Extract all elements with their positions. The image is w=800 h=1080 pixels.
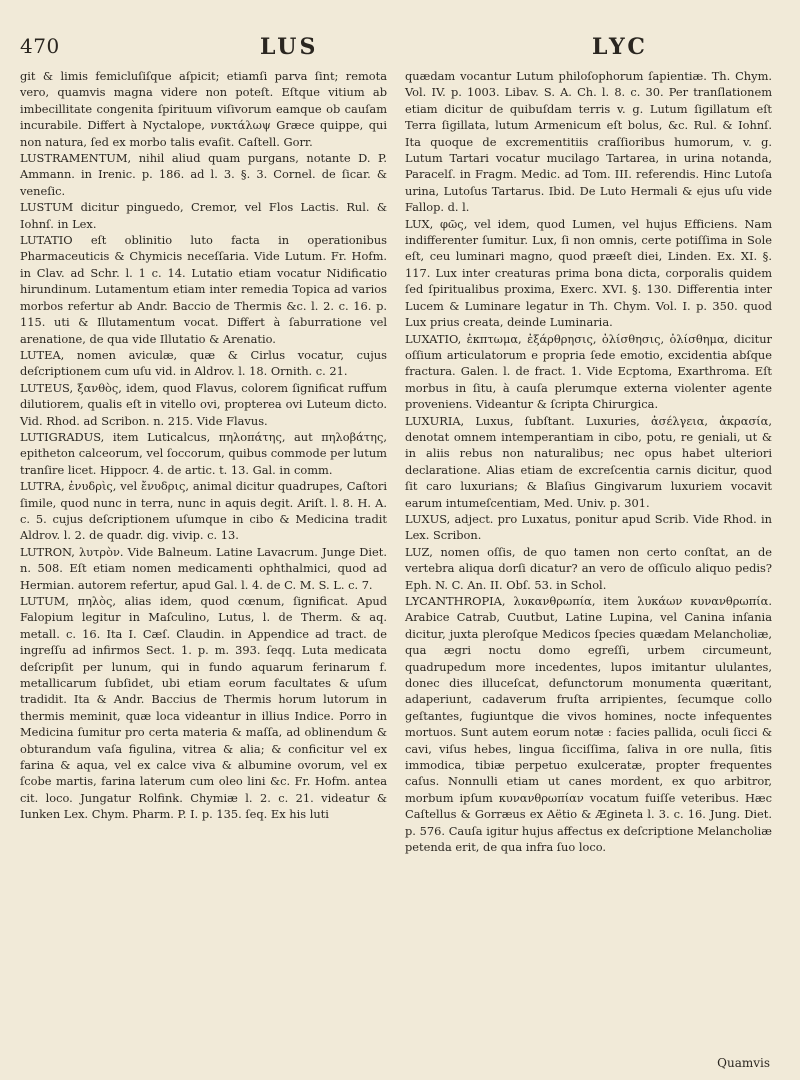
right-column (405, 68, 772, 856)
entry-paragraph: LUXATIO, ἐκπτωμα, ἐξάρθρησις, ὀλίσθησις, ὀλίσθημα, dicitur oſſium articulatorum e propria ſede emotio, excidentia abſque fractura. Galen. l. de fract. 1. Vide Ecptoma, Exarthroma. Eſt morbus in ſitu, à cauſa plerumque externa violenter agente proveniens. Videantur & ſcripta Chirurgica. (405, 331, 772, 412)
entry-paragraph: LUTUM, πηλὸς, alias idem, quod cœnum, ſignificat. Apud Falopium legitur in Maſculino, Lutus, l. de Therm. & aq. metall. c. 16. Ita I. Cæſ. Claudin. in Appendice ad tract. de ingreſſu ad infirmos Sect. 1. p. m. 393. ſeqq. Luta medicata deſcripſit per lunum, qui in fundo aquarum ferinarum f. metallicarum ſubſidet, ubi etiam eorum facultates & uſum tradidit. Ita & Andr. Baccius de Thermis horum lutorum in thermis meminit, quæ loca videantur in illius Indice. Porro in Medicina ſumitur pro certa materia & maſſa, ad oblinendum & obturandum vaſa figulina, vitrea & alia; & conficitur vel ex farina & aqua, vel ex calce viva & albumine ovorum, vel ex ſcobe martis, farina laterum cum oleo lini &c. Fr. Hofm. antea cit. loco. Jungatur Rolfink. Chymiæ l. 2. c. 21. videatur & Iunken Lex. Chym. Pharm. P. I. p. 135. ſeq. Ex his luti (20, 594, 387, 822)
entry-paragraph: LUZ, nomen oſſis, de quo tamen non certo conſtat, an de vertebra aliqua dorſi dicatur? an vero de oſſiculo aliquo pedis? Eph. N. C. An. II. Obſ. 53. in Schol. (405, 544, 772, 592)
entry-paragraph: LUTRA, ἐνυδρὶς, vel ἔνυδρις, animal dicitur quadrupes, Caſtori ſimile, quod nunc in terra, nunc in aquis degit. Ariſt. l. 8. H. A. c. 5. cujus deſcriptionem uſumque in cibo & Medicina tradit Aldrov. l. 2. de quadr. dig. vivip. c. 13. (20, 479, 387, 543)
entry-paragraph: LUTEA, nomen aviculæ, quæ & Cirlus vocatur, cujus deſcriptionem cum uſu vid. in Aldrov. l. 18. Ornith. c. 21. (20, 347, 387, 379)
running-head-left: LUS (260, 34, 319, 60)
entry-paragraph: LUXURIA, Luxus, ſubſtant. Luxuries, ἀσέλγεια, ἀκρασία, denotat omnem intemperantiam in cibo, potu, re geniali, ut & in aliis rebus non naturalibus; nec opus habet ulteriori declaratione. Alias etiam de excreſcentia carnis dicitur, quod ſit caro luxurians; & Blaſius Gingivarum luxuriem vocavit earum intumeſcentiam, Med. Univ. p. 301. (405, 413, 772, 510)
entry-paragraph: quædam vocantur Lutum philoſophorum ſapientiæ. Th. Chym. Vol. IV. p. 1003. Libav. S. A. Ch. l. 8. c. 30. Per tranſlationem etiam dicitur de quibuſdam terris v. g. Lutum ſigillatum eſt Terra ſigillata, lutum Armenicum eſt bolus, &c. Rul. & Iohnſ. Ita quoque de excrementitiis craſſioribus humorum, v. g. Lutum Tartari vocatur mucilago Tartarea, in urina notanda, Paracelſ. in Fragm. Medic. ad Tom. III. referendis. Hinc Lutoſa urina, Lutoſus Tartarus. Ibid. De Luto Hermali & ejus uſu vide Fallop. d. l. (405, 69, 772, 215)
entry-paragraph: LUTEUS, ξανθὸς, idem, quod Flavus, colorem ſignificat ruffum dilutiorem, qualis eſt in vitello ovi, propterea ovi Luteum dicto. Vid. Rhod. ad Scribon. n. 215. Vide Flavus. (20, 380, 387, 428)
entry-paragraph: LUSTUM dicitur pinguedo, Cremor, vel Flos Lactis. Rul. & Iohnſ. in Lex. (20, 200, 387, 231)
entry-paragraph: git & limis femicluſiſque aſpicit; etiamſi parva ſint; remota vero, quamvis magna videre non poteſt. Eſtque vitium ab imbecillitate congenita ſpirituum viſivorum eamque ob cauſam incurabile. Differt à Nyctalope, νυκτάλωψ Græce quippe, qui non natura, ſed ex morbo talis evaſit. Caſtell. Gorr. (20, 69, 387, 149)
entry-paragraph: LUTIGRADUS, item Luticalcus, πηλοπάτης, aut πηλοβάτης, epitheton calceorum, vel ſoccorum, quibus commode per lutum tranſire licet. Hippocr. 4. de artic. t. 13. Gal. in comm. (20, 429, 387, 477)
page-number: 470 (20, 34, 60, 58)
entry-paragraph: LUSTRAMENTUM, nihil aliud quam purgans, notante D. P. Ammann. in Irenic. p. 186. ad l. 3. §. 3. Cornel. de ſicar. & veneſic. (20, 151, 387, 198)
catchword: Quamvis (717, 1056, 770, 1070)
entry-paragraph: LUX, φῶς, vel idem, quod Lumen, vel hujus Efficiens. Nam indifferenter ſumitur. Lux, ſi non omnis, certe potiſſima in Sole eſt, ceu luminari magno, quod præeſt diei, Linden. Ex. XI. §. 117. Lux inter creaturas prima bona dicta, corporalis quidem ſed ſpiritualibus proxima, Exerc. XVI. §. 130. Differentia inter Lucem & Luminare legatur in Th. Chym. Vol. I. p. 350. quod Lux prius creata, deinde Luminaria. (405, 216, 772, 330)
entry-paragraph: LUTRON, λυτρὸν. Vide Balneum. Latine Lavacrum. Junge Diet. n. 508. Eſt etiam nomen medicamenti ophthalmici, quod ad Hermian. autorem refertur, apud Gal. l. 4. de C. M. S. L. c. 7. (20, 544, 387, 592)
page-header (20, 28, 772, 68)
entry-paragraph: LUTATIO eſt oblinitio luto facta in operationibus Pharmaceuticis & Chymicis neceſſaria. Vide Lutum. Fr. Hofm. in Clav. ad Schr. l. 1 c. 14. Lutatio etiam vocatur Nidificatio hirundinum. Lutamentum etiam inter remedia Topica ad varios morbos refertur ab Andr. Baccio de Thermis &c. l. 2. c. 16. p. 115. uti & Illutamentum vocat. Differt à ſaburratione vel arenatione, de qua vide Illutatio & Arenatio. (20, 233, 387, 346)
entry-paragraph: LUXUS, adject. pro Luxatus, ponitur apud Scrib. Vide Rhod. in Lex. Scribon. (405, 511, 772, 543)
running-head-right: LYC (592, 34, 648, 60)
text-columns (20, 68, 772, 856)
left-column (20, 68, 387, 856)
entry-paragraph: LYCANTHROPIA, λυκανθρωπία, item λυκάων κυνανθρωπία. Arabice Catrab, Cuutbut, Latine Lupina, vel Canina inſania dicitur, juxta pleroſque Medicos ſpecies quædam Melancholiæ, qua ægri noctu domo egreſſi, urbem circumeunt, quadrupedum more incedentes, lupos imitantur ululantes, donec dies illuceſcat, defunctorum monumenta quæritant, adaperiunt, cadaverum fruſta arripientes, ſecumque collo geſtantes, fugiuntque die vivos homines, nocte infequentes mortuos. Sunt autem eorum notæ : facies pallida, oculi ſicci & cavi, viſus hebes, lingua ſicciſſima, ſaliva in ore nulla, ſitis immodica, tibiæ perpetuo exulceratæ, propter frequentes caſus. Nonnulli etiam ut canes mordent, ex quo arbitror, morbum ipſum κυνανθρωπίαν vocatum fuiſſe veteribus. Hæc Caſtellus & Gorræus ex Aëtio & Ægineta l. 3. c. 16. Jung. Diet. p. 576. Cauſa igitur hujus affectus ex deſcriptione Melancholiæ petenda erit, de qua infra ſuo loco. (405, 594, 772, 855)
